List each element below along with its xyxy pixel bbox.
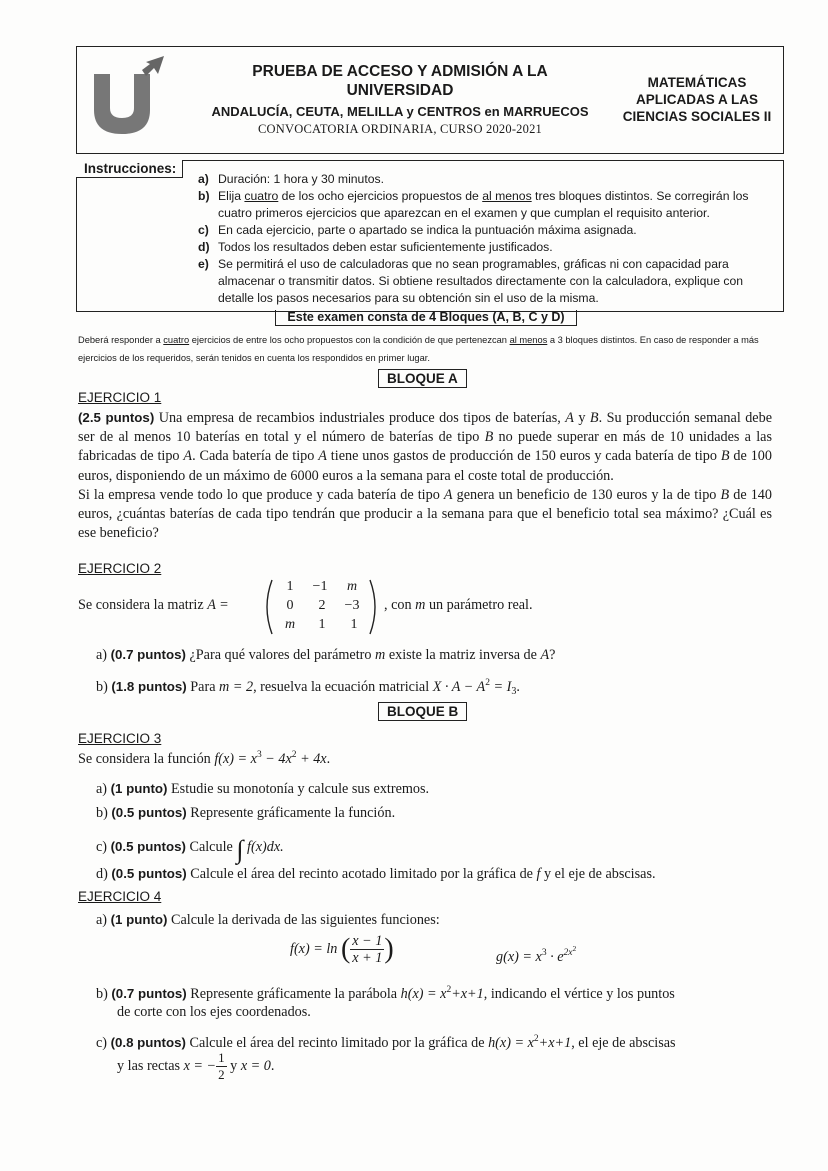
instruction-c: c) En cada ejercicio, parte o apartado se indica la puntuación máxima asignada. [198, 223, 637, 237]
matrix-cell: 1 [350, 617, 358, 632]
instruction-e: e) Se permitirá el uso de calculadoras que no sean programables, gráficas ni con capacidad para almacenar o transmitir datos. Si obtiene resultados directamente con la calculadora, explique con detalle los pasos necesarios para su obtención sin el uso de la misma. [198, 257, 744, 305]
matrix-cell: 1 [286, 579, 294, 594]
bloque-a-heading: BLOQUE A [378, 369, 467, 388]
ejercicio-4-c-cont: y las rectas x = − $\frac{1}{2}$ y x = 0. [117, 1050, 275, 1082]
instruction-b: b) Elija cuatro de los ocho ejercicios propuestos de al menos tres bloques distintos. Se corregirán los cuatro primeros ejercicios que aparezcan en el examen y que cumplan el requisito anterior. [198, 189, 749, 220]
university-logo [90, 56, 170, 136]
ejercicio-4-b: b) (0.7 puntos) Represente gráficamente la parábola $h(x) = x^2+x+1$, indicando el vértice y los puntos [96, 985, 675, 1002]
instructions-label: Instrucciones: [76, 160, 183, 178]
ejercicio-4-c: c) (0.8 puntos) Calcule el área del recinto limitado por la gráfica de $h(x) = x^2+x+1$, el eje de abscisas [96, 1034, 676, 1051]
matrix-cell: 2 [318, 598, 326, 613]
ejercicio-3-title: EJERCICIO 3 [78, 731, 162, 746]
ejercicio-2-a: a) (0.7 puntos) ¿Para qué valores del parámetro m existe la matriz inversa de A? [96, 647, 556, 663]
ejercicio-1-text: (2.5 puntos) Una empresa de recambios industriales produce dos tipos de baterías, A y B. Su producción semanal debe ser de al menos 10 baterías en total y el número de baterías de tipo B no puede superar en más de 10 unidades a las fabricadas de tipo A. Cada batería de tipo A tiene unos gastos de producción de 150 euros y cada batería de tipo B de 100 euros, disponiendo de un máximo de 6000 euros a la semana para el coste total de producción. Si la empresa vende todo lo que produce y cada batería de tipo A genera un beneficio de 130 euros y la de tipo B de 140 euros, ¿cuántas baterías de cada tipo tendrán que producir a la semana para que el beneficio total sea máximo? ¿Cuál es ese beneficio? [78, 410, 772, 542]
ejercicio-4-title: EJERCICIO 4 [78, 889, 162, 904]
matrix-cell: m [346, 579, 358, 594]
exam-title: PRUEBA DE ACCESO Y ADMISIÓN A LA UNIVERSIDAD [252, 63, 548, 99]
ejercicio-3-intro: Se considera la función $f(x) = x^3 - 4x^2 + 4x$. [78, 750, 331, 767]
ejercicio-4-a: a) (1 punto) Calcule la derivada de las siguientes funciones: [96, 912, 440, 928]
exam-structure-note: Este examen consta de 4 Bloques (A, B, C y D) [275, 310, 577, 326]
answer-notice: Deberá responder a cuatro ejercicios de entre los ocho propuestos con la condición de que pertenezcan al menos a 3 bloques distintos. En caso de responder a más ejercicios de los requeridos, serán tenidos en cuenta los respondidos en primer lugar. [78, 335, 759, 363]
ejercicio-2-intro-end: , con m un parámetro real. [384, 597, 533, 613]
matrix-cell: 1 [318, 617, 326, 632]
matrix-cell: m [284, 617, 296, 632]
instruction-a: a) Duración: 1 hora y 30 minutos. [198, 172, 384, 186]
ejercicio-2-title: EJERCICIO 2 [78, 561, 162, 576]
ejercicio-3-b: b) (0.5 puntos) Represente gráficamente la función. [96, 805, 396, 821]
matrix-cell: −1 [312, 579, 328, 594]
exam-subject: MATEMÁTICAS APLICADAS A LAS CIENCIAS SOCIALES II [622, 75, 772, 124]
function-f: f(x) = ln ( $\frac{x - 1}{x + 1}$ ) [290, 933, 394, 966]
ejercicio-3-d: d) (0.5 puntos) Calcule el área del recinto acotado limitado por la gráfica de f y el eje de abscisas. [96, 866, 656, 882]
exam-region: ANDALUCÍA, CEUTA, MELILLA y CENTROS en MARRUECOS [211, 104, 589, 119]
ejercicio-3-c: c) (0.5 puntos) Calcule ∫ f(x)dx. [96, 835, 284, 864]
instructions-list [198, 171, 776, 307]
matrix-cell: −3 [344, 598, 360, 613]
function-g: $g(x) = x^3 \cdot e^{2x2}$ [496, 944, 577, 965]
bloque-b-heading: BLOQUE B [378, 702, 467, 721]
matrix-cell: 0 [286, 598, 294, 613]
ejercicio-4-b-cont: de corte con los ejes coordenados. [117, 1004, 311, 1020]
ejercicio-3-a: a) (1 punto) Estudie su monotonía y calcule sus extremos. [96, 781, 430, 797]
ejercicio-2-b: b) (1.8 puntos) Para m = 2, resuelva la ecuación matricial $X \cdot A - A^2 = I_3$. [96, 678, 520, 697]
exam-convocatoria: CONVOCATORIA ORDINARIA, CURSO 2020-2021 [258, 122, 542, 136]
ejercicio-1-title: EJERCICIO 1 [78, 390, 162, 405]
instruction-d: d) Todos los resultados deben estar suficientemente justificados. [198, 240, 553, 254]
ejercicio-2-intro: Se considera la matriz A = [78, 597, 229, 613]
